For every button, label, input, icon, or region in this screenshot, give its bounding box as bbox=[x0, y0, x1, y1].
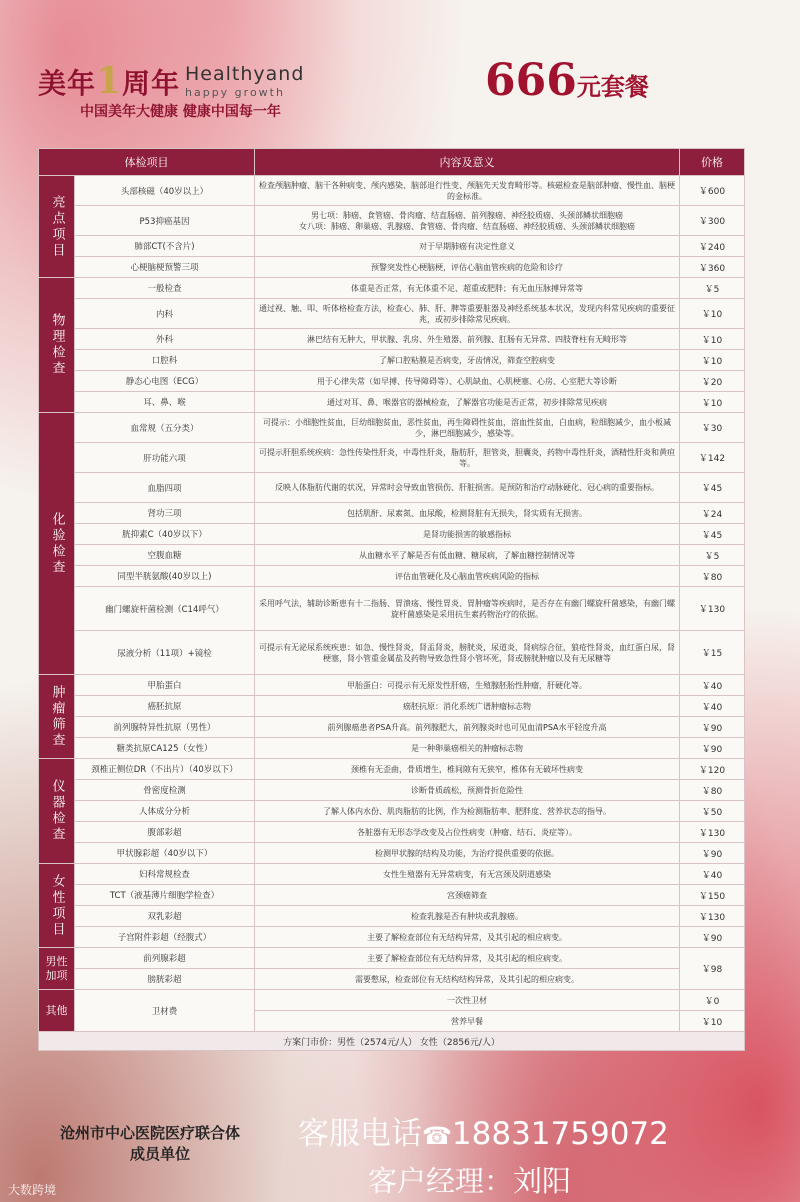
service-phone bbox=[298, 1108, 669, 1153]
table-row bbox=[39, 948, 745, 969]
row-desc: 男七项：肺癌、食管癌、骨肉瘤、结直肠癌、前列腺癌、神经胶质癌、头颈部鳞状细胞癌 女八项：肺癌、卵巢癌、乳腺癌、食管癌、骨肉瘤、结直肠癌、神经胶质癌、头颈部鳞状细胞癌 bbox=[255, 206, 680, 236]
col-header-desc: 内容及意义 bbox=[255, 149, 680, 176]
row-price: ￥10 bbox=[680, 329, 745, 350]
table-row bbox=[39, 413, 745, 443]
row-price: ￥130 bbox=[680, 906, 745, 927]
row-desc: 是一种卵巢癌相关的肿瘤标志物 bbox=[255, 738, 680, 759]
row-price: ￥15 bbox=[680, 631, 745, 675]
row-price: ￥45 bbox=[680, 473, 745, 503]
table-header-row bbox=[39, 149, 745, 176]
category-lab: 化验检查 bbox=[39, 413, 75, 675]
row-item: 心梗脑梗预警三项 bbox=[75, 257, 255, 278]
row-desc: 需要憋尿，检查部位有无结构结构异常，及其引起的相应病变。 bbox=[255, 969, 680, 990]
row-desc: 癌胚抗原：消化系统广谱肿瘤标志物 bbox=[255, 696, 680, 717]
row-item: 甲状腺彩超（40岁以下） bbox=[75, 843, 255, 864]
row-desc: 用于心律失常（如早搏、传导障碍等）、心肌缺血、心肌梗塞、心房、心室肥大等诊断 bbox=[255, 371, 680, 392]
row-item: 头部核磁（40岁以上） bbox=[75, 176, 255, 206]
table-row bbox=[39, 371, 745, 392]
table-row bbox=[39, 299, 745, 329]
row-desc: 主要了解检查部位有无结构异常，及其引起的相应病变。 bbox=[255, 927, 680, 948]
table-row bbox=[39, 717, 745, 738]
row-price: ￥300 bbox=[680, 206, 745, 236]
watermark: 大数跨境 bbox=[8, 1183, 57, 1197]
row-item: 双乳彩超 bbox=[75, 906, 255, 927]
row-desc: 检测甲状腺的结构及功能，为治疗提供重要的依据。 bbox=[255, 843, 680, 864]
account-manager: 客户经理：刘阳 bbox=[368, 1164, 572, 1198]
row-item: 甲胎蛋白 bbox=[75, 675, 255, 696]
row-item: 外科 bbox=[75, 329, 255, 350]
table-row bbox=[39, 587, 745, 631]
row-price: ￥5 bbox=[680, 278, 745, 299]
table-row bbox=[39, 473, 745, 503]
row-item: 人体成分分析 bbox=[75, 801, 255, 822]
table-row bbox=[39, 801, 745, 822]
category-male: 男性加项 bbox=[39, 948, 75, 990]
table-row bbox=[39, 864, 745, 885]
table-row bbox=[39, 392, 745, 413]
row-item: 血常规（五分类） bbox=[75, 413, 255, 443]
row-price: ￥5 bbox=[680, 545, 745, 566]
row-desc: 对于早期肺癌有决定性意义 bbox=[255, 236, 680, 257]
row-desc: 宫颈癌筛查 bbox=[255, 885, 680, 906]
row-desc: 通过对耳、鼻、喉器官的器械检查，了解器官功能是否正常，初步排除常见疾病 bbox=[255, 392, 680, 413]
package-price-title: 666元套餐 bbox=[485, 55, 649, 106]
row-price: ￥10 bbox=[680, 1011, 745, 1032]
row-item: 幽门螺旋杆菌检测（C14呼气） bbox=[75, 587, 255, 631]
row-item: 子宫附件彩超（经腹式） bbox=[75, 927, 255, 948]
table-row bbox=[39, 885, 745, 906]
row-desc: 从血糖水平了解是否有低血糖、糖尿病，了解血糖控制情况等 bbox=[255, 545, 680, 566]
header bbox=[0, 0, 800, 150]
row-desc: 了解人体内水份、肌肉脂肪的比例，作为检测脂肪率、肥胖度、营养状态的指导。 bbox=[255, 801, 680, 822]
table-row bbox=[39, 350, 745, 371]
row-desc: 采用呼气法，辅助诊断患有十二指肠、胃溃疡、慢性胃炎、胃肿瘤等疾病时，是否存在有幽门螺旋杆菌感染，有幽门螺旋杆菌感染是采用抗生素药物治疗的依据。 bbox=[255, 587, 680, 631]
summary-row bbox=[39, 1032, 745, 1051]
row-item: 糖类抗原CA125（女性） bbox=[75, 738, 255, 759]
row-item: 妇科常规检查 bbox=[75, 864, 255, 885]
table-row bbox=[39, 176, 745, 206]
category-physical: 物理检查 bbox=[39, 278, 75, 413]
table-row bbox=[39, 566, 745, 587]
category-instrument: 仪器检查 bbox=[39, 759, 75, 864]
row-desc: 甲胎蛋白：可提示有无原发性肝癌，生殖腺胚胎性肿瘤，肝硬化等。 bbox=[255, 675, 680, 696]
row-price: ￥98 bbox=[680, 948, 745, 990]
row-item: 静态心电图（ECG） bbox=[75, 371, 255, 392]
table-row bbox=[39, 503, 745, 524]
row-price: ￥120 bbox=[680, 759, 745, 780]
table-row bbox=[39, 443, 745, 473]
row-price: ￥90 bbox=[680, 717, 745, 738]
table-row bbox=[39, 696, 745, 717]
row-price: ￥40 bbox=[680, 696, 745, 717]
row-price: ￥130 bbox=[680, 822, 745, 843]
row-desc: 诊断骨质疏松，预测骨折危险性 bbox=[255, 780, 680, 801]
row-desc: 可提示：小细胞性贫血，巨幼细胞贫血，恶性贫血，再生障碍性贫血，溶血性贫血，白血病，粒细胞减少，血小板减少，淋巴细胞减少，感染等。 bbox=[255, 413, 680, 443]
table-row bbox=[39, 206, 745, 236]
row-desc: 检查颅脑肿瘤、脑干各种病变、颅内感染、脑部退行性变、颅脑先天发育畸形等。核磁检查是脑部肿瘤、慢性血、脑梗的金标准。 bbox=[255, 176, 680, 206]
row-item: 颈椎正侧位DR（不出片）（40岁以下） bbox=[75, 759, 255, 780]
table-row bbox=[39, 524, 745, 545]
row-price: ￥90 bbox=[680, 927, 745, 948]
row-item: 癌胚抗原 bbox=[75, 696, 255, 717]
row-item: 肝功能六项 bbox=[75, 443, 255, 473]
col-header-item: 体检项目 bbox=[39, 149, 255, 176]
row-desc: 检查乳腺是否有肿块或乳腺癌。 bbox=[255, 906, 680, 927]
row-price: ￥80 bbox=[680, 780, 745, 801]
row-price: ￥150 bbox=[680, 885, 745, 906]
brand-logo-en: Healthyand bbox=[185, 63, 305, 85]
row-price: ￥142 bbox=[680, 443, 745, 473]
row-desc: 反映人体脂肪代谢的状况，异常时会导致血管损伤、肝脏损害。是预防和治疗动脉硬化、冠心病的重要指标。 bbox=[255, 473, 680, 503]
row-price: ￥30 bbox=[680, 413, 745, 443]
row-item: TCT（液基薄片细胞学检查） bbox=[75, 885, 255, 906]
row-price: ￥600 bbox=[680, 176, 745, 206]
table-row bbox=[39, 969, 745, 990]
row-desc: 前列腺癌患者PSA升高。前列腺肥大，前列腺炎时也可见血清PSA水平轻度升高 bbox=[255, 717, 680, 738]
row-price: ￥45 bbox=[680, 524, 745, 545]
row-desc: 可提示有无泌尿系统疾患：如急、慢性肾炎，肾盂肾炎，膀胱炎，尿道炎，肾病综合征，狼疮性肾炎，血红蛋白尿，肾梗塞，肾小管重金属盐及药物导致急性肾小管坏死，肾或膀胱肿瘤以及有无尿糖等 bbox=[255, 631, 680, 675]
row-price: ￥360 bbox=[680, 257, 745, 278]
table-row bbox=[39, 278, 745, 299]
row-item: 血脂四项 bbox=[75, 473, 255, 503]
row-item: 耳、鼻、喉 bbox=[75, 392, 255, 413]
table-row bbox=[39, 545, 745, 566]
row-price: ￥40 bbox=[680, 675, 745, 696]
table-row bbox=[39, 843, 745, 864]
phone-number[interactable]: 18831759072 bbox=[451, 1116, 669, 1152]
table-row bbox=[39, 780, 745, 801]
row-item: 同型半胱氨酸(40岁以上) bbox=[75, 566, 255, 587]
row-item: 空腹血糖 bbox=[75, 545, 255, 566]
row-desc: 通过视、触、叩、听体格检查方法，检查心、肺、肝、脾等重要脏器及神经系统基本状况，发现内科常见疾病的重要征兆，或初步排除常见疾病。 bbox=[255, 299, 680, 329]
row-desc: 主要了解检查部位有无结构异常，及其引起的相应病变。 bbox=[255, 948, 680, 969]
brand-slogan: 中国美年大健康 健康中国每一年 bbox=[80, 104, 281, 120]
table-row bbox=[39, 738, 745, 759]
row-price: ￥10 bbox=[680, 392, 745, 413]
row-price: ￥50 bbox=[680, 801, 745, 822]
row-item: 前列腺彩超 bbox=[75, 948, 255, 969]
row-item: 一般检查 bbox=[75, 278, 255, 299]
row-price: ￥90 bbox=[680, 843, 745, 864]
row-item: 膀胱彩超 bbox=[75, 969, 255, 990]
row-item: 卫材费 bbox=[75, 990, 255, 1032]
member-unit-label: 成员单位 bbox=[130, 1145, 191, 1163]
phone-label: 客服电话 bbox=[298, 1116, 422, 1152]
row-price: ￥130 bbox=[680, 587, 745, 631]
row-desc: 评估血管硬化及心脑血管疾病风险的指标 bbox=[255, 566, 680, 587]
row-desc: 可提示肝胆系统疾病：急性传染性肝炎，中毒性肝炎，脂肪肝，胆管炎，胆囊炎，药物中毒性肝炎，酒精性肝炎和黄疸等。 bbox=[255, 443, 680, 473]
row-desc: 营养早餐 bbox=[255, 1011, 680, 1032]
row-desc: 各脏器有无形态学改变及占位性病变（肿瘤、结石、炎症等）。 bbox=[255, 822, 680, 843]
row-item: 骨密度检测 bbox=[75, 780, 255, 801]
table-row bbox=[39, 927, 745, 948]
table-row bbox=[39, 759, 745, 780]
checkup-package-table bbox=[38, 148, 745, 1051]
row-desc: 包括肌酐、尿素氮、血尿酸，检测肾脏有无损失，肾实质有无损害。 bbox=[255, 503, 680, 524]
row-item: 前列腺特异性抗原（男性） bbox=[75, 717, 255, 738]
row-price: ￥10 bbox=[680, 350, 745, 371]
telephone-icon: ☎ bbox=[422, 1122, 452, 1150]
category-other: 其他 bbox=[39, 990, 75, 1032]
row-price: ￥240 bbox=[680, 236, 745, 257]
footer bbox=[0, 1105, 800, 1202]
row-desc: 了解口腔粘膜是否病变，牙齿情况，筛查空腔病变 bbox=[255, 350, 680, 371]
table-row bbox=[39, 990, 745, 1011]
row-price: ￥20 bbox=[680, 371, 745, 392]
table-row bbox=[39, 329, 745, 350]
row-desc: 体重是否正常，有无体重不足、超重或肥胖；有无血压脉搏异常等 bbox=[255, 278, 680, 299]
table-row bbox=[39, 906, 745, 927]
row-price: ￥10 bbox=[680, 299, 745, 329]
category-highlight: 亮点项目 bbox=[39, 176, 75, 278]
table-row bbox=[39, 822, 745, 843]
col-header-price: 价格 bbox=[680, 149, 745, 176]
row-item: 肾功三项 bbox=[75, 503, 255, 524]
row-price: ￥24 bbox=[680, 503, 745, 524]
row-desc: 女性生殖器有无异常病变，有无宫颈及阴道感染 bbox=[255, 864, 680, 885]
table-row bbox=[39, 257, 745, 278]
category-female: 女性项目 bbox=[39, 864, 75, 948]
row-item: 口腔科 bbox=[75, 350, 255, 371]
row-item: 肺部CT(不含片) bbox=[75, 236, 255, 257]
row-item: 胱抑素C（40岁以下） bbox=[75, 524, 255, 545]
row-price: ￥40 bbox=[680, 864, 745, 885]
table-row bbox=[39, 236, 745, 257]
brand-tagline-en: happy growth bbox=[185, 86, 285, 99]
row-desc: 颈椎有无歪曲，骨质增生，椎间隙有无狭窄，椎体有无破坏性病变 bbox=[255, 759, 680, 780]
category-tumor: 肿瘤筛查 bbox=[39, 675, 75, 759]
row-item: P53抑癌基因 bbox=[75, 206, 255, 236]
row-item: 腹部彩超 bbox=[75, 822, 255, 843]
hospital-name: 沧州市中心医院医疗联合体 bbox=[60, 1124, 241, 1142]
row-desc: 是肾功能损害的敏感指标 bbox=[255, 524, 680, 545]
row-item: 内科 bbox=[75, 299, 255, 329]
row-desc: 预警突发性心梗脑梗，评估心脑血管疾病的危险和诊疗 bbox=[255, 257, 680, 278]
row-desc: 一次性卫材 bbox=[255, 990, 680, 1011]
table-row bbox=[39, 631, 745, 675]
row-price: ￥90 bbox=[680, 738, 745, 759]
row-desc: 淋巴结有无肿大，甲状腺、乳房、外生殖器、前列腺、肛肠有无异常、四肢脊柱有无畸形等 bbox=[255, 329, 680, 350]
retail-price-summary: 方案门市价：男性（2574元/人） 女性（2856元/人） bbox=[39, 1032, 745, 1051]
table-row bbox=[39, 675, 745, 696]
row-price: ￥80 bbox=[680, 566, 745, 587]
row-item: 尿液分析（11项）+镜检 bbox=[75, 631, 255, 675]
row-price: ￥0 bbox=[680, 990, 745, 1011]
brand-logo-cn: 美年1周年 bbox=[38, 60, 181, 102]
